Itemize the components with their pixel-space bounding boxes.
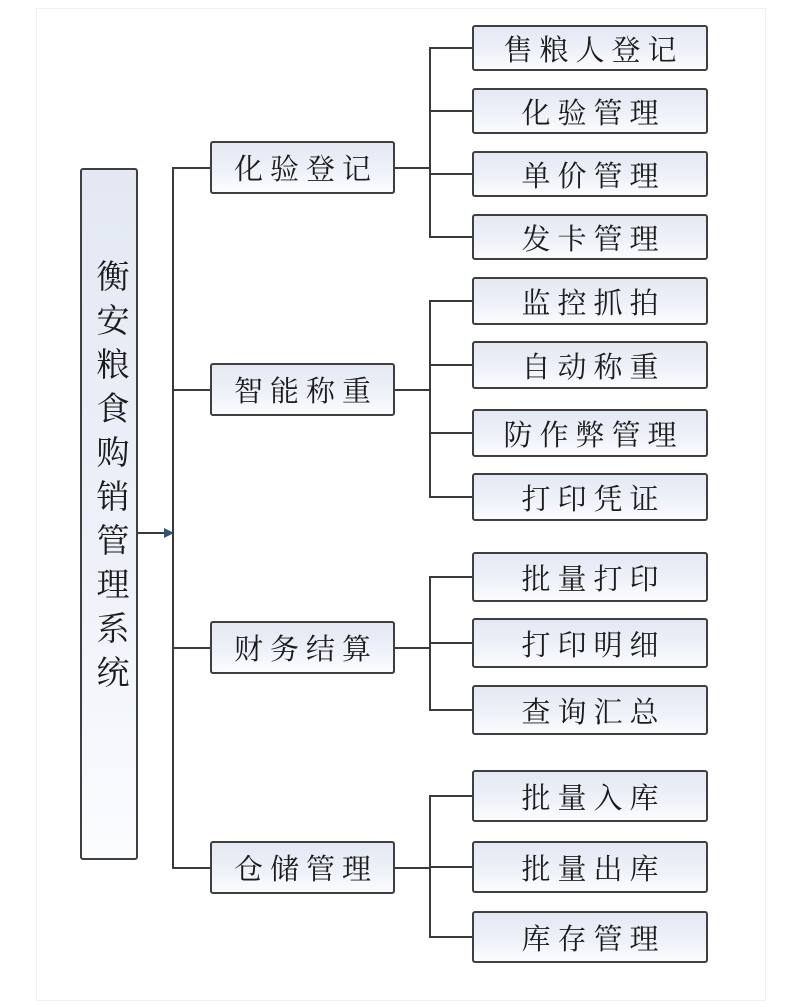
node-unit-price-management bbox=[472, 151, 708, 197]
connector-out-4 bbox=[395, 867, 429, 869]
stub-3-1 bbox=[431, 576, 472, 578]
node-print-details bbox=[472, 618, 708, 668]
stub-1-3 bbox=[431, 173, 472, 175]
node-batch-print bbox=[472, 552, 708, 602]
node-lab-test-management bbox=[472, 88, 708, 134]
stub-1-2 bbox=[431, 110, 472, 112]
connector-out-2 bbox=[395, 389, 429, 391]
leaf-label: 批量入库 bbox=[521, 782, 666, 815]
node-card-issuance-management bbox=[472, 214, 708, 260]
connector-branch-2 bbox=[174, 389, 210, 391]
rail-group-2 bbox=[429, 300, 431, 498]
root-label: 衡安粮食购销管理系统 bbox=[91, 259, 128, 699]
stub-1-1 bbox=[431, 47, 472, 49]
leaf-label: 单价管理 bbox=[521, 160, 666, 193]
rail-group-1 bbox=[429, 47, 431, 238]
connector-branch-1 bbox=[174, 167, 210, 169]
stub-2-1 bbox=[431, 300, 472, 302]
stub-4-2 bbox=[431, 866, 472, 868]
stub-3-2 bbox=[431, 642, 472, 644]
stub-4-1 bbox=[431, 795, 472, 797]
stub-4-3 bbox=[431, 936, 472, 938]
node-root-system bbox=[80, 168, 138, 860]
connector-out-1 bbox=[395, 167, 429, 169]
leaf-label: 自动称重 bbox=[521, 351, 666, 384]
leaf-label: 售粮人登记 bbox=[503, 34, 684, 67]
branch-label: 智能称重 bbox=[233, 376, 378, 408]
node-smart-weighing bbox=[210, 363, 395, 416]
stub-2-4 bbox=[431, 496, 472, 498]
connector-out-3 bbox=[395, 647, 429, 649]
leaf-label: 打印凭证 bbox=[521, 483, 666, 516]
stub-3-3 bbox=[431, 709, 472, 711]
node-monitor-capture bbox=[472, 277, 708, 325]
branch-label: 化验登记 bbox=[233, 154, 378, 186]
leaf-label: 打印明细 bbox=[521, 629, 666, 662]
node-financial-settlement bbox=[210, 621, 395, 674]
leaf-label: 防作弊管理 bbox=[503, 419, 684, 452]
node-warehouse-management bbox=[210, 841, 395, 894]
node-inventory-management bbox=[472, 911, 708, 963]
stub-2-2 bbox=[431, 364, 472, 366]
stub-2-3 bbox=[431, 432, 472, 434]
leaf-label: 库存管理 bbox=[521, 923, 666, 956]
leaf-label: 监控抓拍 bbox=[521, 287, 666, 320]
node-anti-cheat-management bbox=[472, 409, 708, 457]
leaf-label: 查询汇总 bbox=[521, 696, 666, 729]
stub-1-4 bbox=[431, 236, 472, 238]
branch-label: 财务结算 bbox=[233, 634, 378, 666]
node-seller-registration bbox=[472, 25, 708, 71]
node-query-summary bbox=[472, 685, 708, 735]
node-auto-weighing bbox=[472, 341, 708, 389]
connector-branch-4 bbox=[174, 867, 210, 869]
node-print-voucher bbox=[472, 473, 708, 521]
connector-root bbox=[138, 532, 166, 534]
leaf-label: 批量出库 bbox=[521, 853, 666, 886]
branch-label: 仓储管理 bbox=[233, 854, 378, 886]
node-lab-registration bbox=[210, 141, 395, 194]
node-batch-outbound bbox=[472, 841, 708, 893]
node-batch-inbound bbox=[472, 770, 708, 822]
connector-spine bbox=[172, 167, 174, 869]
leaf-label: 化验管理 bbox=[521, 97, 666, 130]
connector-branch-3 bbox=[174, 647, 210, 649]
leaf-label: 发卡管理 bbox=[521, 223, 666, 256]
leaf-label: 批量打印 bbox=[521, 563, 666, 596]
